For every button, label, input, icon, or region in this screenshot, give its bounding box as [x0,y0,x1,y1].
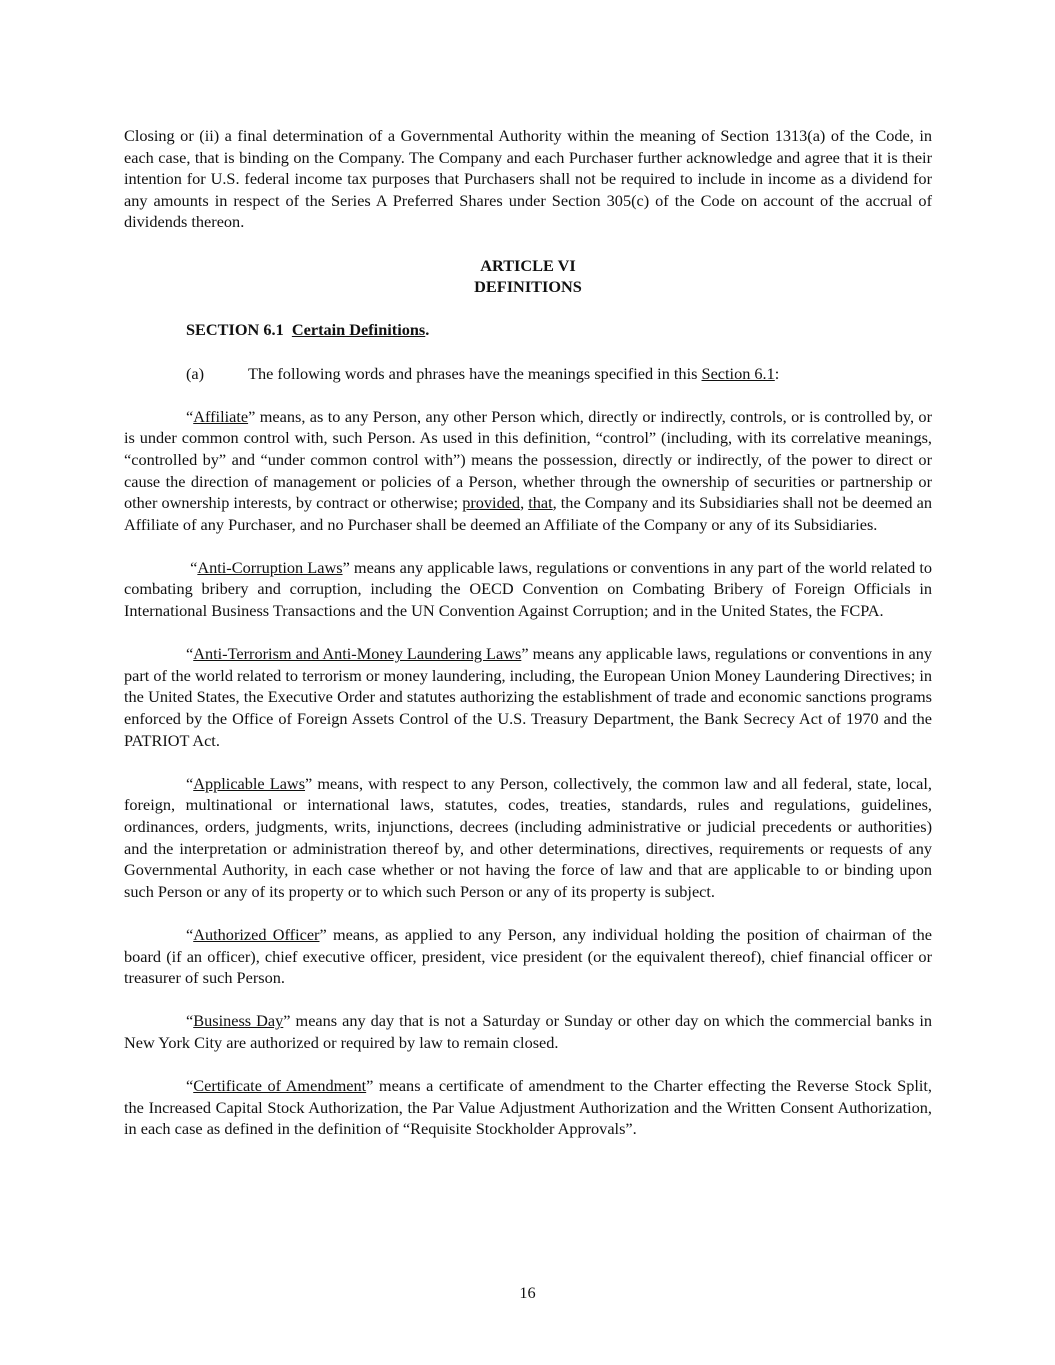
open-quote: “ [186,1011,194,1031]
proviso-provided: provided [462,493,521,513]
definition-text: ” means any applicable laws, regulations or conventions in any part of the world related to combating bribery and corruption, including the OECD Convention on Combating Bribery of Foreign Officials in International Business Transactions and the UN Convention Against Corruption; and in the United States, the FCPA. [124,557,933,621]
definition-affiliate [124,406,932,536]
definition-text: ” means any day that is not a Saturday or Sunday or other day on which the commercial banks in New York City are authorized or required by law to remain closed. [124,1011,933,1052]
defined-term: Authorized Officer [193,924,320,944]
definition-text: ” means any applicable laws, regulations or conventions in any part of the world related to terrorism or money laundering, including, the European Union Money Laundering Directives; in the United States, the Executive Order and statutes authorizing the establishment of trade and economic sanctions programs enforced by the Office of Foreign Assets Control of the U.S. Treasury Department, the Bank Secrecy Act of 1970 and the PATRIOT Act. [124,644,932,750]
subsection-a [124,363,932,385]
definition-anti-corruption-laws [124,557,932,622]
definition-authorized-officer [124,924,932,989]
section-reference: Section 6.1 [701,363,775,383]
defined-term: Applicable Laws [193,773,306,793]
definition-applicable-laws [124,773,932,903]
open-quote: “ [186,644,194,664]
proviso-comma: , [520,493,529,513]
definition-text: ” means a certificate of amendment to the Charter effecting the Reverse Stock Split, the Increased Capital Stock Authorization, the Par Value Adjustment Authorization and the Written Consent Authorization, in each case as defined in the definition of “Requisite Stockholder Approvals”. [124,1076,932,1139]
page-number: 16 [519,1283,536,1302]
definition-business-day [124,1010,932,1053]
defined-term: Business Day [193,1011,284,1031]
open-quote: “ [186,557,198,577]
subsection-text: The following words and phrases have the meanings specified in this [248,363,702,383]
subsection-end: : [774,363,780,383]
defined-term: Affiliate [193,406,249,426]
section-heading [124,319,932,341]
section-label: SECTION 6.1 [186,320,284,340]
open-quote: “ [186,924,194,944]
definition-text: ” means, as applied to any Person, any individual holding the position of chairman of the board (if an officer), chief executive officer, president, vice president (or the equivalent thereof), chief financial officer or treasurer of such Person. [124,924,932,988]
open-quote: “ [186,1076,194,1096]
subsection-marker: (a) [186,363,205,383]
defined-term: Certificate of Amendment [193,1076,367,1096]
section-title: Certain Definitions [291,320,426,340]
definition-text: ” means, with respect to any Person, collectively, the common law and all federal, state, local, foreign, multinational or international laws, statutes, codes, treaties, standards, rules and regulations, guidelines, ordinances, orders, judgments, writs, injunctions, decrees (including administrative or judicial precedents or authorities) and the interpretation or administration thereof by, and other determinations, directives, requirements or requests of any Governmental Authority, in each case whether or not having the force of law and that are applicable to or binding upon such Person or any of its property or to which such Person or any of its property is subject. [124,773,932,901]
proviso-that: that [528,493,553,513]
definition-certificate-of-amendment [124,1075,932,1140]
defined-term: Anti-Corruption Laws [197,557,343,577]
open-quote: “ [186,773,194,793]
definition-text-continued: , the Company and its Subsidiaries shall not be deemed an Affiliate of any Purchaser, and no Purchaser shall be deemed an Affiliate of the Company or any of its Subsidiaries. [124,493,933,534]
intro-paragraph: Closing or (ii) a final determination of a Governmental Authority within the meaning of Section 1313(a) of the Code, in each case, that is binding on the Company. The Company and each Purchaser further acknowledge and agree that it is their intention for U.S. federal income tax purposes that Purchasers shall not be required to include in income as a dividend for any amounts in respect of the Series A Preferred Shares under Section 305(c) of the Code on account of the accrual of dividends thereon. [124,126,932,232]
section-period: . [425,320,430,340]
definition-text: ” means, as to any Person, any other Person which, directly or indirectly, controls, or is controlled by, or is under common control with, such Person. As used in this definition, “control” (including, with its correlative meanings, “controlled by” and “under common control with”) means the possession, directly or indirectly, of the power to direct or cause the direction of management or policies of a Person, whether through the ownership of securities or partnership or other ownership interests, by contract or otherwise; [124,406,932,513]
document-page [124,125,932,1140]
definition-anti-terrorism-laws [124,643,932,751]
open-quote: “ [186,406,194,426]
article-number: ARTICLE VI [480,255,576,275]
defined-term: Anti-Terrorism and Anti-Money Laundering Laws [193,644,522,664]
article-title: DEFINITIONS [474,277,582,297]
